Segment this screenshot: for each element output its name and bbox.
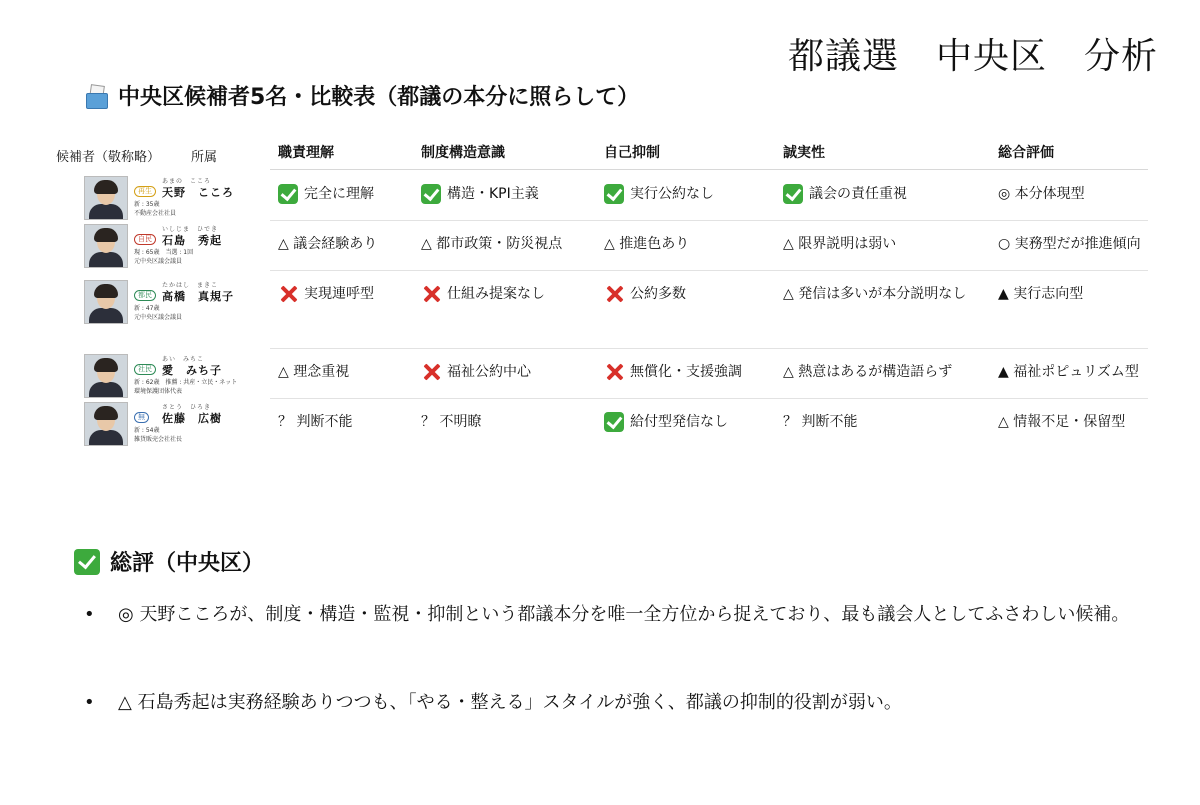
summary-bullet-1: ◎ 天野こころが、制度・構造・監視・抑制という都議本分を唯一全方位から捉えており、最も議会人としてふさわしい候補。 <box>118 604 1130 625</box>
table-cell <box>604 409 774 435</box>
cell-text: △ 熱意はあるが構造語らず <box>783 364 953 380</box>
cell-text: 無償化・支援強調 <box>630 364 742 380</box>
candidate-name: 愛 みち子 <box>162 364 222 377</box>
table-cell <box>783 359 983 385</box>
party-badge: 社民 <box>134 364 156 375</box>
candidate-info <box>134 248 193 266</box>
candidate-info-line: 環境保護団体代表 <box>134 388 183 395</box>
candidate-info-line: 新 : 62歳 推薦 : 共産・立民・ネット <box>134 379 238 386</box>
cell-text: △ 議会経験あり <box>278 236 378 252</box>
table-cell <box>783 409 983 435</box>
party-badge: 再生 <box>134 186 156 197</box>
cell-text: 給付型発信なし <box>630 414 728 430</box>
cell-text: ▲ 福祉ポピュリズム型 <box>998 364 1139 380</box>
row-divider <box>270 348 1148 349</box>
table-cell <box>998 359 1148 385</box>
candidate-ruby: いしじま ひでき <box>162 226 219 233</box>
cell-text: 福祉公約中心 <box>447 364 531 380</box>
candidate-name: 高橋 真規子 <box>162 290 234 303</box>
row-divider <box>270 220 1148 221</box>
row-divider <box>270 270 1148 271</box>
table-cell <box>998 281 1148 307</box>
cell-text: ○ 実務型だが推進傾向 <box>998 236 1141 252</box>
check-icon <box>421 184 441 204</box>
cell-text: 構造・KPI主義 <box>447 186 539 202</box>
table-cell <box>998 181 1148 207</box>
header-candidate: 候補者（敬称略） <box>56 150 161 165</box>
candidate-photo <box>84 354 128 398</box>
table-cell <box>998 409 1148 435</box>
header-duty-understanding: 職責理解 <box>278 145 334 161</box>
summary-bullet-2: △ 石島秀起は実務経験ありつつも、「やる・整える」スタイルが強く、都議の抑制的役割が弱い。 <box>118 692 902 713</box>
cell-text: ？ 不明瞭 <box>421 414 482 430</box>
summary-heading <box>74 546 264 577</box>
candidate-card <box>84 224 284 270</box>
check-icon <box>74 549 100 575</box>
section-heading <box>84 80 639 111</box>
candidate-photo <box>84 224 128 268</box>
cell-text: 実現連呼型 <box>304 286 374 302</box>
candidate-info-line: 不動産会社社員 <box>134 210 177 217</box>
header-overall: 総合評価 <box>998 145 1054 161</box>
table-cell <box>604 231 774 257</box>
table-cell <box>278 181 413 207</box>
check-icon <box>783 184 803 204</box>
candidate-photo <box>84 402 128 446</box>
candidate-card <box>84 354 284 400</box>
cell-text: 完全に理解 <box>304 186 374 202</box>
cell-text: ？ 判断不能 <box>783 414 858 430</box>
cell-text: △ 情報不足・保留型 <box>998 414 1126 430</box>
bullet-dot: • <box>84 692 95 713</box>
candidate-ruby: たかはし まきこ <box>162 282 219 289</box>
cell-text: 実行公約なし <box>630 186 714 202</box>
candidate-info <box>134 378 237 396</box>
candidate-info-line: 雑貨販売会社社長 <box>134 436 183 443</box>
candidate-name: 佐藤 広樹 <box>162 412 222 425</box>
section-title-text: 中央区候補者5名・比較表（都議の本分に照らして） <box>118 85 640 110</box>
header-self-restraint: 自己抑制 <box>604 145 660 161</box>
candidate-info <box>134 304 182 322</box>
table-cell <box>783 281 983 307</box>
page-title: 都議選 中央区 分析 <box>787 36 1158 77</box>
cell-text: ？ 判断不能 <box>278 414 353 430</box>
candidate-photo <box>84 176 128 220</box>
candidate-info-line: 元中央区議会議員 <box>134 314 183 321</box>
cross-icon <box>421 362 441 382</box>
candidate-photo <box>84 280 128 324</box>
candidate-info <box>134 200 176 218</box>
table-cell <box>783 231 983 257</box>
candidate-card <box>84 402 284 448</box>
candidate-info-line: 現 : 65歳 当選 : 1回 <box>134 249 194 256</box>
table-cell <box>421 409 596 435</box>
cell-text: △ 限界説明は弱い <box>783 236 897 252</box>
header-integrity: 誠実性 <box>783 145 825 161</box>
candidate-card <box>84 176 284 222</box>
party-badge: 都民 <box>134 290 156 301</box>
table-cell <box>604 181 774 207</box>
candidate-ruby: あい みちこ <box>162 356 205 363</box>
table-cell <box>421 281 596 307</box>
cross-icon <box>604 362 624 382</box>
header-structure-awareness: 制度構造意識 <box>421 145 505 161</box>
table-cell <box>278 409 413 435</box>
cross-icon <box>421 284 441 304</box>
check-icon <box>604 184 624 204</box>
ballot-box-icon <box>84 84 108 108</box>
summary-title-text: 総評（中央区） <box>110 551 265 576</box>
table-cell <box>278 231 413 257</box>
table-cell <box>783 181 983 207</box>
candidate-ruby: さとう ひろき <box>162 404 212 411</box>
table-cell <box>421 231 596 257</box>
candidate-ruby: あまの こころ <box>162 178 212 185</box>
candidate-info-line: 新 : 35歳 <box>134 201 160 208</box>
candidate-info-line: 元中央区議会議員 <box>134 258 183 265</box>
cross-icon <box>604 284 624 304</box>
candidate-info-line: 新 : 47歳 <box>134 305 160 312</box>
table-cell <box>278 359 413 385</box>
cell-text: △ 都市政策・防災視点 <box>421 236 563 252</box>
table-cell <box>421 359 596 385</box>
candidate-card <box>84 280 284 326</box>
party-badge: 自民 <box>134 234 156 245</box>
cell-text: △ 理念重視 <box>278 364 350 380</box>
cell-text: △ 発信は多いが本分説明なし <box>783 286 967 302</box>
header-affiliation: 所属 <box>191 150 218 165</box>
table-cell <box>604 359 774 385</box>
table-cell <box>421 181 596 207</box>
table-cell <box>278 281 413 307</box>
cell-text: 議会の責任重視 <box>809 186 907 202</box>
candidate-name: 天野 こころ <box>162 186 234 199</box>
candidate-name: 石島 秀起 <box>162 234 222 247</box>
table-cell <box>604 281 774 307</box>
cell-text: ◎ 本分体現型 <box>998 186 1085 202</box>
bullet-dot: • <box>84 604 95 625</box>
header-divider <box>270 169 1148 170</box>
party-badge: 無 <box>134 412 149 423</box>
row-divider <box>270 398 1148 399</box>
cell-text: 公約多数 <box>630 286 686 302</box>
candidate-info-line: 新 : 54歳 <box>134 427 160 434</box>
cell-text: △ 推進色あり <box>604 236 690 252</box>
candidate-info <box>134 426 182 444</box>
cell-text: 仕組み提案なし <box>447 286 545 302</box>
cell-text: ▲ 実行志向型 <box>998 286 1084 302</box>
check-icon <box>604 412 624 432</box>
table-cell <box>998 231 1148 257</box>
